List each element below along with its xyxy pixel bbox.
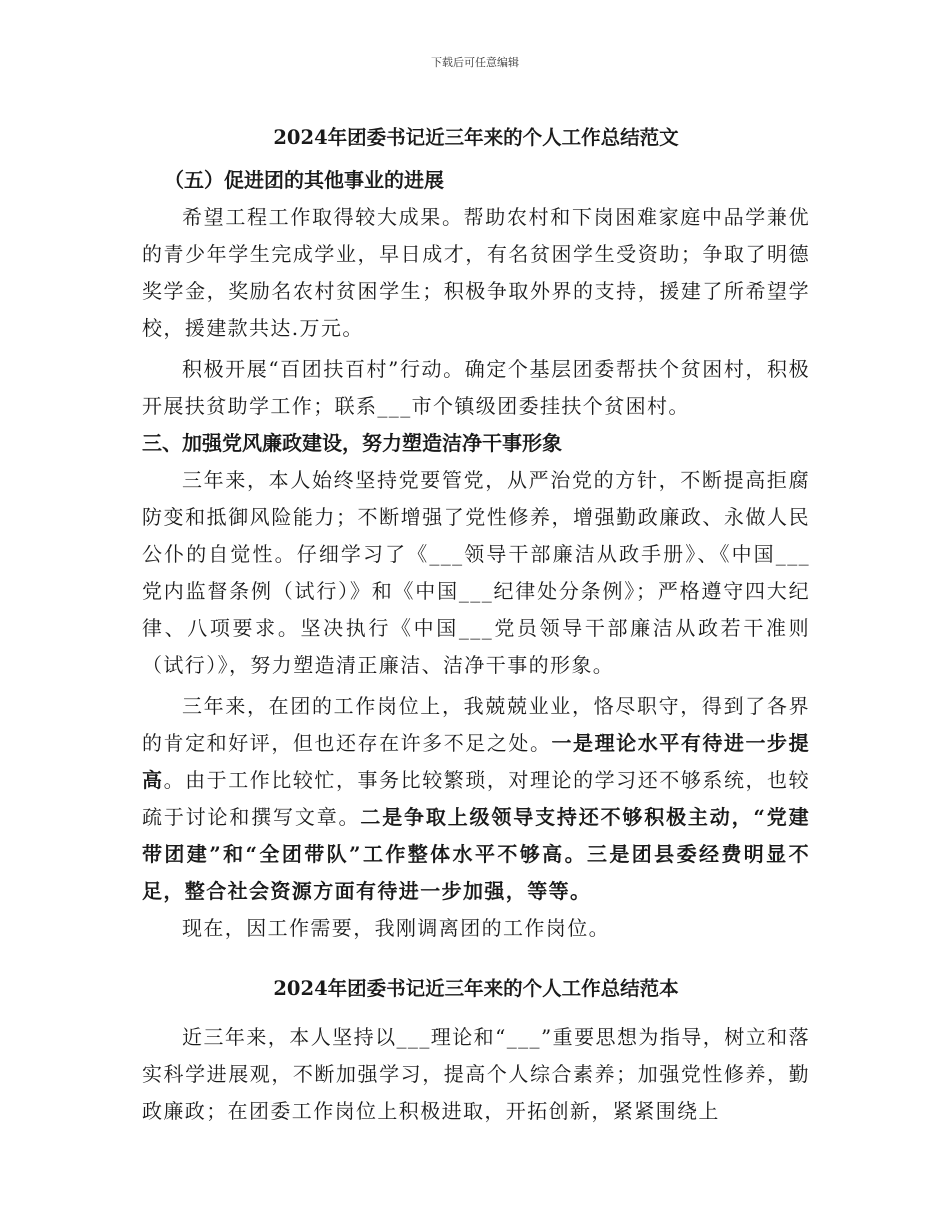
paragraph-4-part-c: 。由于工作比较忙，事务比较繁琐，对理论的学习还不够系统，也较疏于讨论和撰写文章。 bbox=[142, 768, 811, 829]
document-title-2: 2024年团委书记近三年来的个人工作总结范本 bbox=[273, 977, 679, 1000]
document-title: 2024年团委书记近三年来的个人工作总结范文 bbox=[273, 126, 679, 149]
header-note: 下载后可任意编辑 bbox=[431, 56, 519, 69]
paragraph-4-part-a: 三年来，在团的工作岗位上，我兢兢业业，恪尽职守，得到了各界的肯定和好评，但也还存在许多不足之处。 bbox=[142, 694, 810, 755]
paragraph-3: 三年来，本人始终坚持党要管党，从严治党的方针，不断提高拒腐防变和抵御风险能力；不断增强了党性修养，增强勤政廉政、永做人民公仆的自觉性。仔细学习了《___领导干部廉洁从政手册》、《中国___党内监督条例（试行）》和《中国___纪律处分条例》；严格遵守四大纪律、八项要求。坚决执行《中国___党员领导干部廉洁从政若干准则（试行）》，努力塑造清正廉洁、洁净干事的形象。 bbox=[142, 468, 810, 677]
section-heading-3: 三、加强党风廉政建设，努力塑造洁净干事形象 bbox=[142, 431, 562, 455]
paragraph-5: 现在，因工作需要，我刚调离团的工作岗位。 bbox=[182, 916, 610, 940]
paragraph-1: 希望工程工作取得较大成果。帮助农村和下岗困难家庭中品学兼优的青少年学生完成学业，早日成才，有名贫困学生受资助；争取了明德奖学金，奖励名农村贫困学生；积极争取外界的支持，援建了所希望学校，援建款共达.万元。 bbox=[142, 205, 810, 340]
paragraph-6: 近三年来，本人坚持以___理论和“___”重要思想为指导，树立和落实科学进展观，不断加强学习，提高个人综合素养；加强党性修养，勤政廉政；在团委工作岗位上积极进取，开拓创新，紧紧围绕上 bbox=[142, 1025, 810, 1123]
paragraph-4 bbox=[142, 688, 810, 910]
paragraph-2: 积极开展“百团扶百村”行动。确定个基层团委帮扶个贫困村，积极开展扶贫助学工作；联系___市个镇级团委挂扶个贫困村。 bbox=[142, 357, 810, 418]
paragraph-4-bold-1: 一是理论水平有待进一步提高 bbox=[142, 731, 810, 792]
document-body bbox=[142, 118, 810, 1130]
paragraph-4-bold-2: 二是争取上级领导支持还不够积极主动，“党建带团建”和“全团带队”工作整体水平不够高。三是团县委经费明显不足，整合社会资源方面有待进一步加强，等等。 bbox=[142, 805, 811, 903]
section-heading-5: （五）促进团的其他事业的进展 bbox=[164, 168, 444, 192]
